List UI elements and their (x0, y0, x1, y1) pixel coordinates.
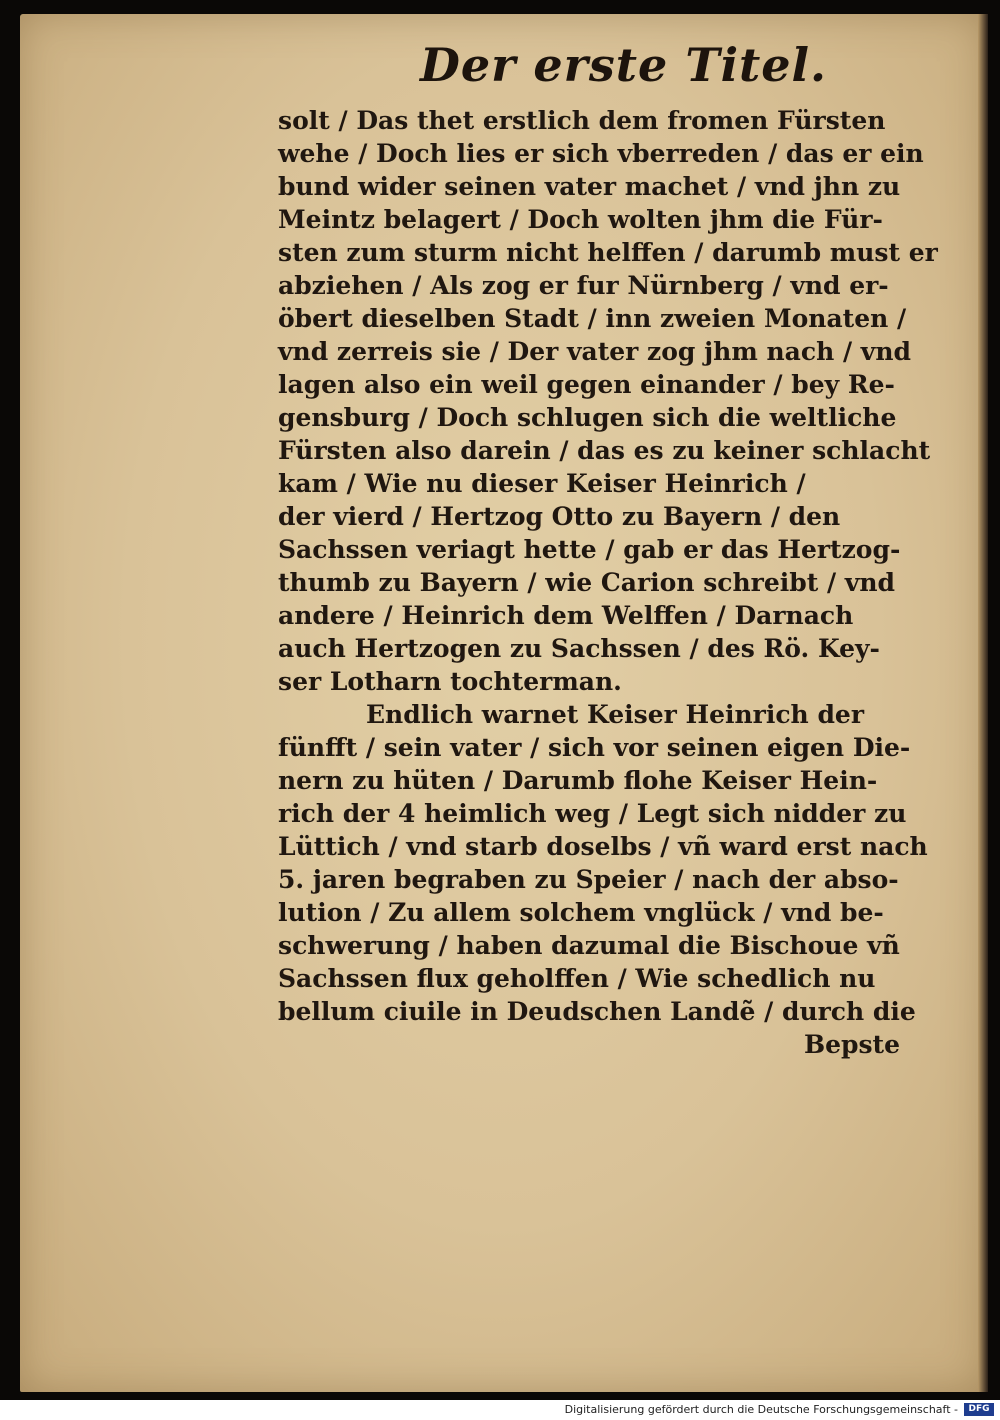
text-line: schwerung / haben dazumal die Bischoue vñ (278, 931, 900, 960)
text-line: lagen also ein weil gegen einander / bey Re- (278, 370, 895, 399)
text-line: der vierd / Hertzog Otto zu Bayern / den (278, 502, 841, 531)
text-line: lution / Zu allem solchem vnglück / vnd be- (278, 898, 884, 927)
text-line: Meintz belagert / Doch wolten jhm die Für- (278, 205, 883, 234)
text-line: bellum ciuile in Deudschen Landẽ / durch die (278, 997, 916, 1026)
text-line: fünfft / sein vater / sich vor seinen eigen Die- (278, 733, 911, 762)
catchword: Bepste (803, 1030, 900, 1059)
text-line: sten zum sturm nicht helffen / darumb must er (278, 238, 938, 267)
text-line: nern zu hüten / Darumb flohe Keiser Hein- (278, 766, 878, 795)
text-line: öbert dieselben Stadt / inn zweien Monaten / (278, 304, 907, 333)
text-line: thumb zu Bayern / wie Carion schreibt / vnd (278, 568, 896, 597)
page-edge (978, 14, 988, 1392)
text-line: auch Hertzogen zu Sachssen / des Rö. Key- (278, 634, 880, 663)
text-line: 5. jaren begraben zu Speier / nach der abso- (278, 865, 899, 894)
text-line: Sachssen flux geholffen / Wie schedlich nu (278, 964, 876, 993)
text-line: rich der 4 heimlich weg / Legt sich nidder zu (278, 799, 907, 828)
text-line: solt / Das thet erstlich dem fromen Fürsten (278, 106, 886, 135)
text-line: Endlich warnet Keiser Heinrich der (366, 700, 864, 729)
text-line: abziehen / Als zog er fur Nürnberg / vnd er- (278, 271, 889, 300)
text-line: Fürsten also darein / das es zu keiner schlacht (278, 436, 931, 465)
text-line: Sachssen veriagt hette / gab er das Hertzog- (278, 535, 901, 564)
text-line: Lüttich / vnd starb doselbs / vñ ward erst nach (278, 832, 928, 861)
text-block (278, 104, 938, 1061)
footer-bar (0, 1400, 1000, 1420)
text-line: gensburg / Doch schlugen sich die weltliche (278, 403, 897, 432)
text-line: kam / Wie nu dieser Keiser Heinrich / (278, 469, 806, 498)
text-line: vnd zerreis sie / Der vater zog jhm nach / vnd (278, 337, 911, 366)
digitization-credit: Digitalisierung gefördert durch die Deutsche Forschungsgemeinschaft - (564, 1403, 958, 1416)
text-line: ser Lotharn tochterman. (278, 667, 622, 696)
text-line: wehe / Doch lies er sich vberreden / das er ein (278, 139, 924, 168)
text-line: bund wider seinen vater machet / vnd jhn zu (278, 172, 901, 201)
page-header: Der erste Titel. (420, 38, 828, 92)
dfg-logo: DFG (964, 1403, 994, 1416)
text-line: andere / Heinrich dem Welffen / Darnach (278, 601, 854, 630)
